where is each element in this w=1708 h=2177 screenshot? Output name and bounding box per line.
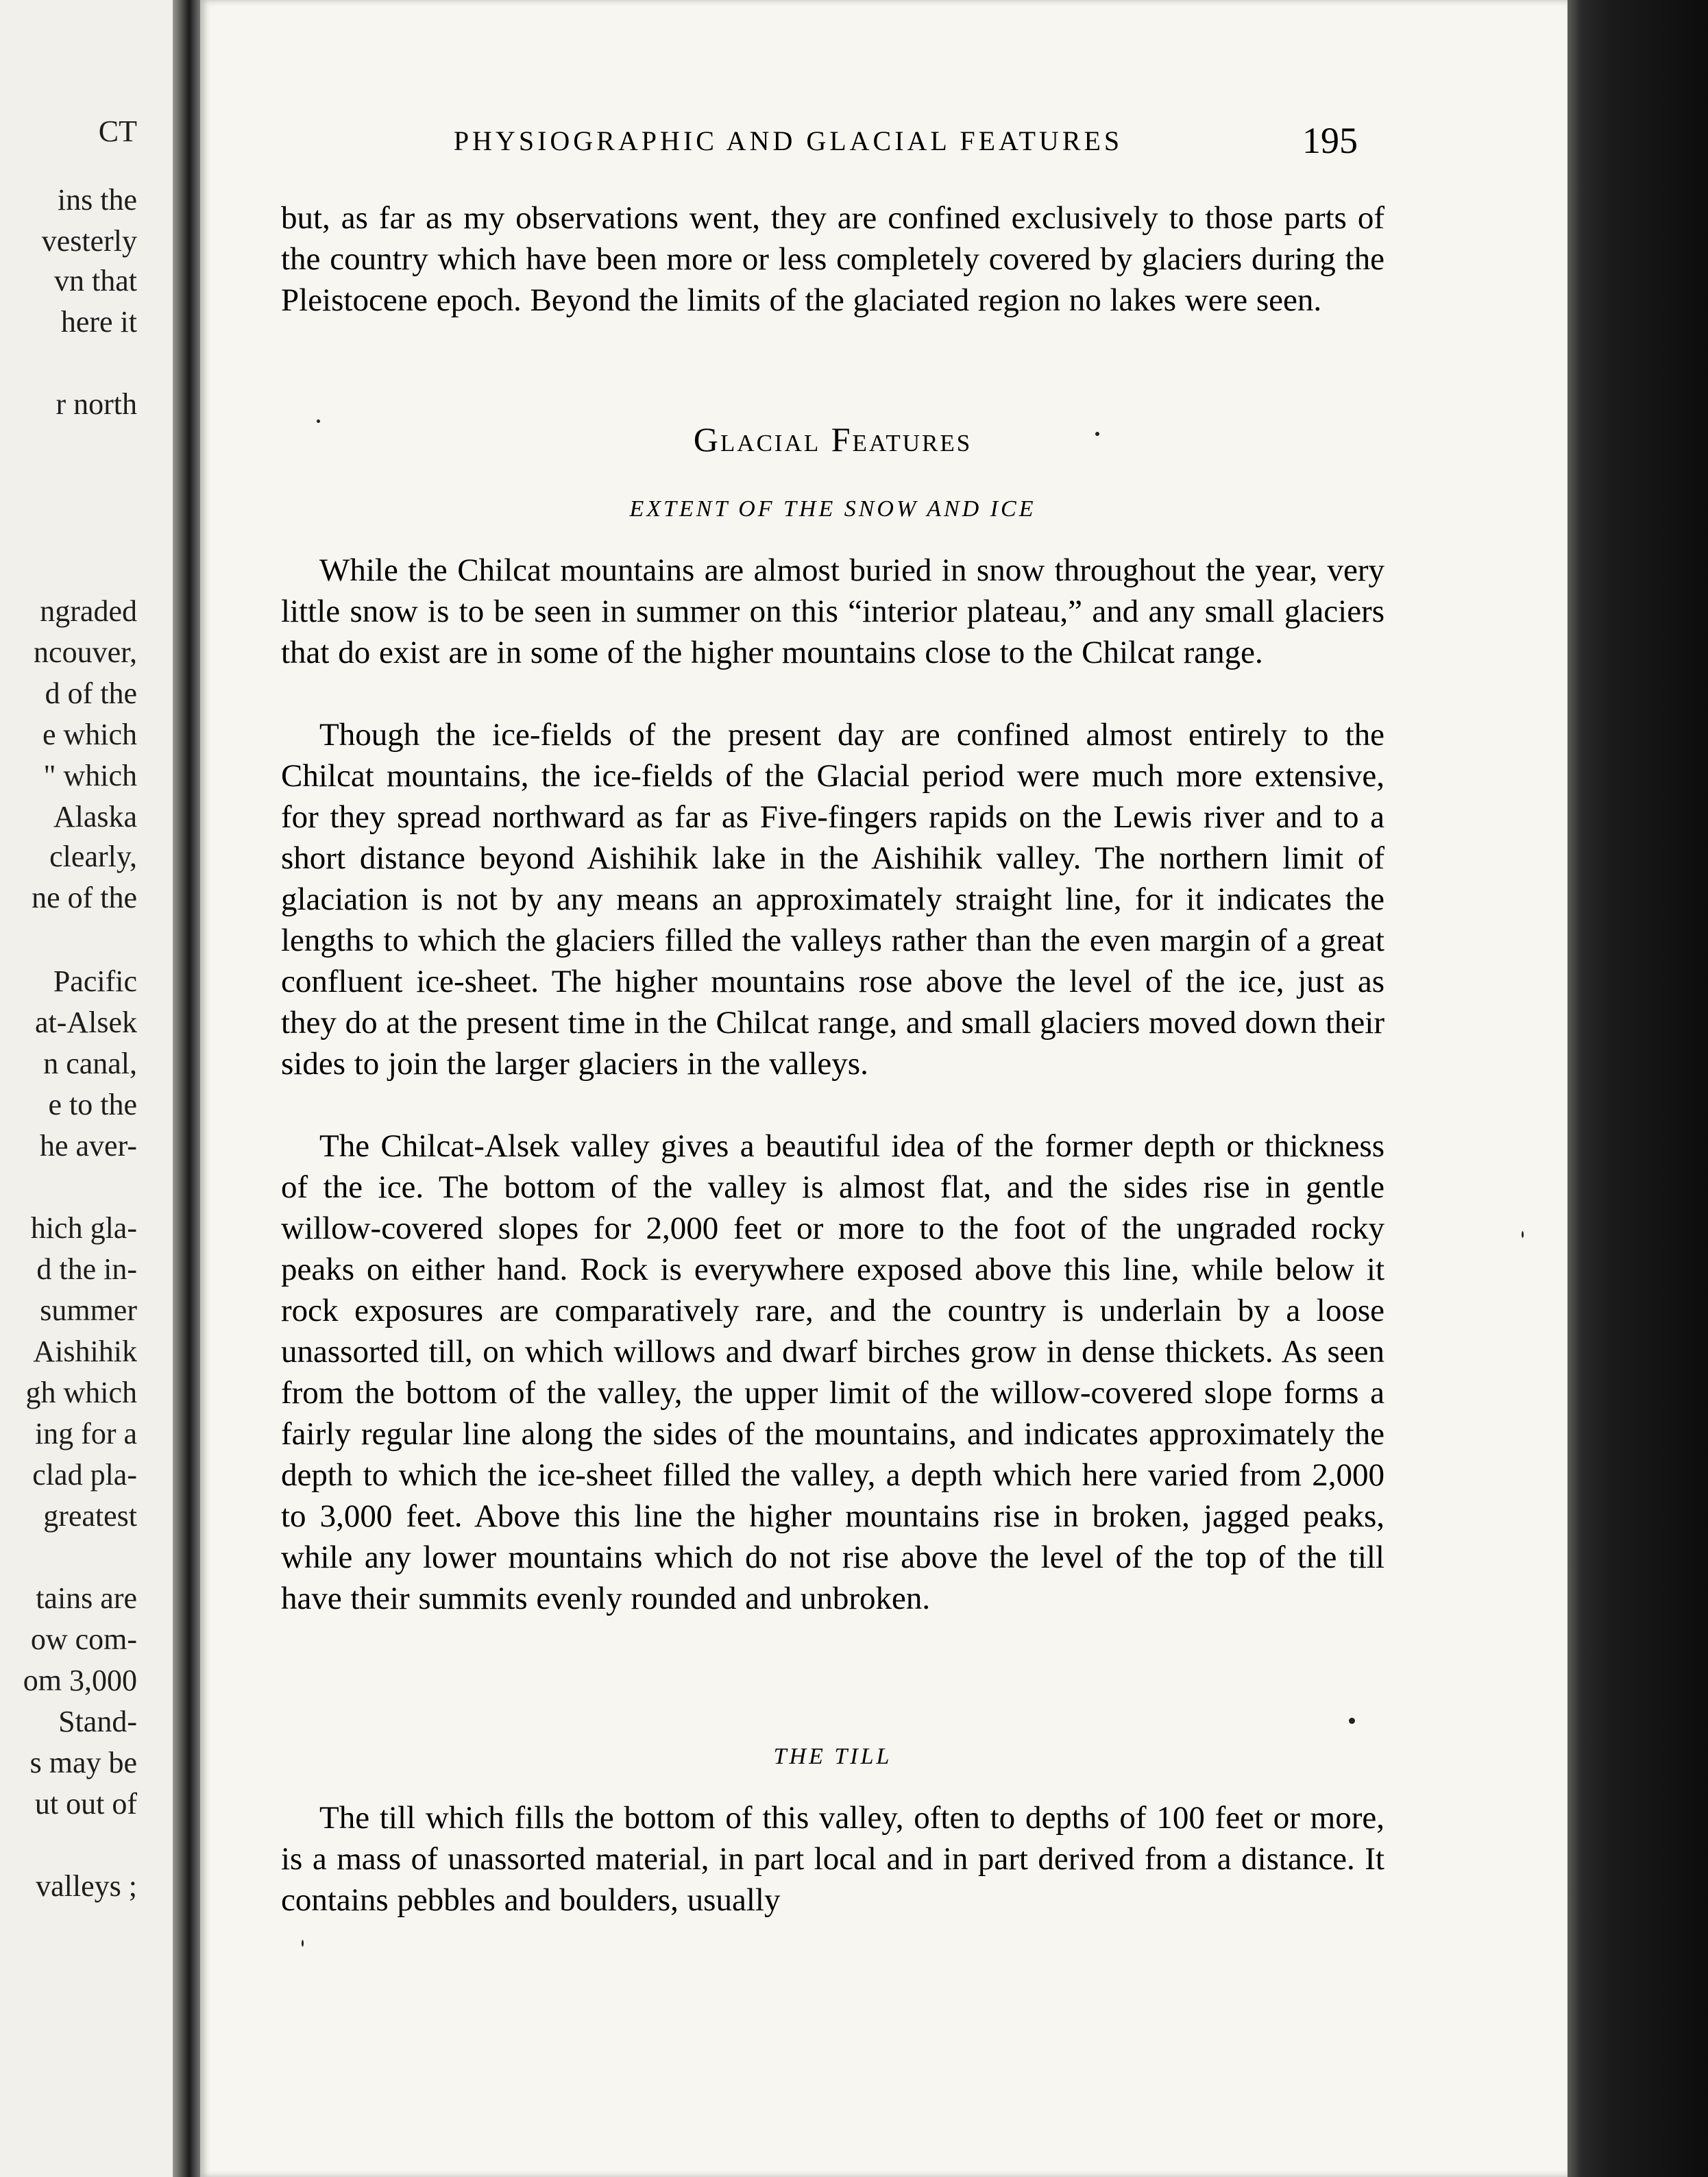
body-paragraph: Though the ice-fields of the present day are confined almost entirely to the Chilcat mountains, the ice-fields of the Glacial period were much more extensive, for they spread northward as far as Five-fingers rapids on the Lewis river and to a short distance beyond Aishihik lake in the Aishihik valley. The northern limit of glaciation is not by any means an approximately straight line, for it indicates the lengths to which the glaciers filled the valleys rather than the even margin of a great confluent ice-sheet. The higher mountains rose above the level of the ice, just as they do at the present time in the Chilcat range, and small glaciers moved down their sides to join the larger glaciers in the valleys.	[281, 717, 1384, 1082]
book-gutter	[173, 0, 200, 2177]
scan-speck	[317, 419, 320, 423]
left-page-fragment: gh which	[25, 1376, 137, 1409]
left-page-fragment: valleys ;	[36, 1869, 137, 1903]
left-page-fragment: s may be	[29, 1746, 137, 1779]
left-page-fragment: clad pla-	[32, 1458, 137, 1492]
left-page-fragment: ow com-	[30, 1622, 137, 1656]
left-page-fragment: ut out of	[34, 1787, 137, 1821]
left-page-fragment: tains are	[36, 1581, 137, 1615]
left-page-fragment: he aver-	[39, 1129, 137, 1163]
left-page-fragment: d of the	[45, 677, 137, 710]
subheading-extent: EXTENT OF THE SNOW AND ICE	[629, 496, 1036, 522]
left-page-fragment: summer	[40, 1293, 137, 1327]
left-page-fragment: ins the	[57, 183, 137, 217]
left-page-fragment: greatest	[43, 1499, 137, 1533]
page-number: 195	[1302, 120, 1358, 161]
facing-page-left	[0, 0, 173, 2177]
left-page-fragment: vn that	[54, 264, 137, 297]
left-page-fragment: d the in-	[36, 1252, 137, 1286]
left-page-fragment: Stand-	[58, 1705, 137, 1738]
left-page-fragment: ncouver,	[34, 635, 137, 669]
body-paragraph: While the Chilcat mountains are almost buried in snow throughout the year, very little snow is to be seen in summer on this “interior plateau,” and any small glaciers that do exist are in some of the higher mountains close to the Chilcat range.	[281, 552, 1384, 670]
scan-speck	[302, 1940, 304, 1947]
scan-speck	[1349, 1718, 1355, 1724]
scan-speck	[1095, 432, 1099, 436]
left-page-fragment: r north	[56, 387, 137, 421]
left-page-fragment: Pacific	[53, 964, 137, 998]
left-page-fragment: ne of the	[32, 881, 137, 914]
left-page-fragment: at-Alsek	[34, 1006, 137, 1039]
left-page-fragment: clearly,	[49, 840, 137, 873]
body-paragraph: The Chilcat-Alsek valley gives a beautiful idea of the former depth or thickness of the ice. The bottom of the valley is almost flat, and the sides rise in gentle willow-covered slopes for 2,000 feet or more to the foot of the ungraded rocky peaks on either hand. Rock is everywhere exposed above this line, while below it rock exposures are comparatively rare, and the country is underlain by a loose unassorted till, on which willows and dwarf birches grow in dense thickets. As seen from the bottom of the valley, the upper limit of the willow-covered slope forms a fairly regular line along the sides of the mountains, and indicates approximately the depth to which the ice-sheet filled the valley, a depth which here varied from 2,000 to 3,000 feet. Above this line the higher mountains rise in broken, jagged peaks, while any lower mountains which do not rise above the level of the top of the till have their summits evenly rounded and unbroken.	[281, 1128, 1384, 1616]
section-heading: Glacial Features	[693, 420, 973, 459]
left-page-fragment: " which	[43, 759, 137, 792]
left-page-fragment: CT	[98, 114, 137, 148]
left-page-fragment: om 3,000	[23, 1664, 137, 1697]
running-head: PHYSIOGRAPHIC AND GLACIAL FEATURES	[453, 125, 1123, 156]
opening-paragraph: but, as far as my observations went, they are confined exclusively to those parts of the country which have been more or less completely covered by glaciers during the Pleistocene epoch. Beyond the limits of the glaciated region no lakes were seen.	[281, 200, 1384, 318]
left-page-fragment: Aishihik	[33, 1335, 137, 1368]
left-page-fragment: vesterly	[41, 224, 137, 258]
page-edge-shadow	[1567, 0, 1708, 2177]
left-page-fragment: Alaska	[53, 800, 137, 834]
left-page-fragment: hich gla-	[30, 1211, 137, 1245]
till-paragraph: The till which fills the bottom of this valley, often to depths of 100 feet or more, is a mass of unassorted material, in part local and in part derived from a distance. It contains pebbles and boulders, usually	[281, 1800, 1384, 1918]
left-page-fragment: n canal,	[43, 1047, 137, 1080]
left-page-fragment: ngraded	[40, 594, 137, 628]
left-page-fragment: ing for a	[34, 1417, 137, 1450]
subheading-till: THE TILL	[773, 1744, 892, 1769]
scan-speck	[1522, 1231, 1524, 1238]
left-page-fragment: here it	[60, 305, 137, 339]
left-page-fragment: e which	[42, 718, 137, 751]
left-page-fragment: e to the	[48, 1088, 137, 1121]
